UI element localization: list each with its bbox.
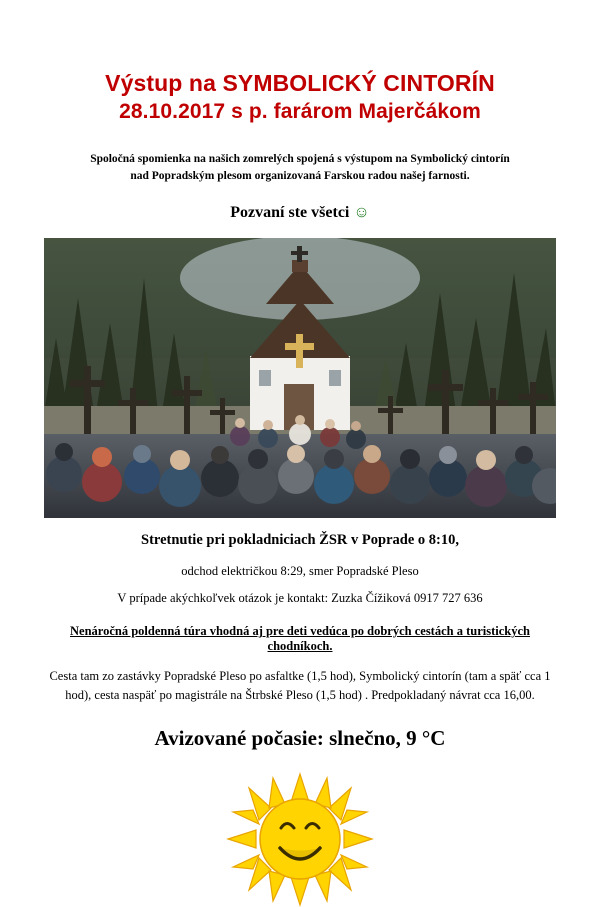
route-description: Cesta tam zo zastávky Popradské Pleso po asfaltke (1,5 hod), Symbolický cintorín (tam a späť cca 1 hod), cesta naspäť po magistrále na Štrbské Pleso (1,5 hod) . Predpokladaný návrat cca 16,00. — [49, 668, 551, 702]
meeting-departure: odchod električkou 8:29, smer Popradské Pleso — [181, 563, 419, 578]
page-title — [44, 0, 556, 126]
title-line-2: 28.10.2017 s p. farárom Majerčákom — [119, 100, 481, 124]
contact-line: V prípade akýchkoľvek otázok je kontakt: Zuzka Čížiková 0917 727 636 — [117, 591, 483, 606]
weather-forecast: Avizované počasie: slnečno, 9 °C — [154, 726, 446, 751]
symbolic-cemetery-photo — [44, 238, 556, 518]
title-line-1: Výstup na SYMBOLICKÝ CINTORÍN — [105, 70, 495, 96]
route-heading: Nenáročná poldenná túra vhodná aj pre deti vedúca po dobrých cestách a turistických chodníkoch. — [70, 624, 530, 654]
invitation-text: Pozvaní ste všetci — [230, 204, 350, 222]
invitation-line — [44, 204, 556, 222]
smiley-face-icon: ☺ — [353, 204, 370, 222]
smiling-sun-icon — [225, 772, 375, 907]
meeting-point: Stretnutie pri pokladniciach ŽSR v Poprade o 8:10, — [141, 532, 459, 549]
intro-paragraph: Spoločná spomienka na našich zomrelých spojená s výstupom na Symbolický cintorín nad Popradským plesom organizovaná Farskou radou našej farnosti. — [90, 153, 510, 182]
sun-container — [44, 772, 556, 907]
photo-container — [44, 238, 556, 518]
